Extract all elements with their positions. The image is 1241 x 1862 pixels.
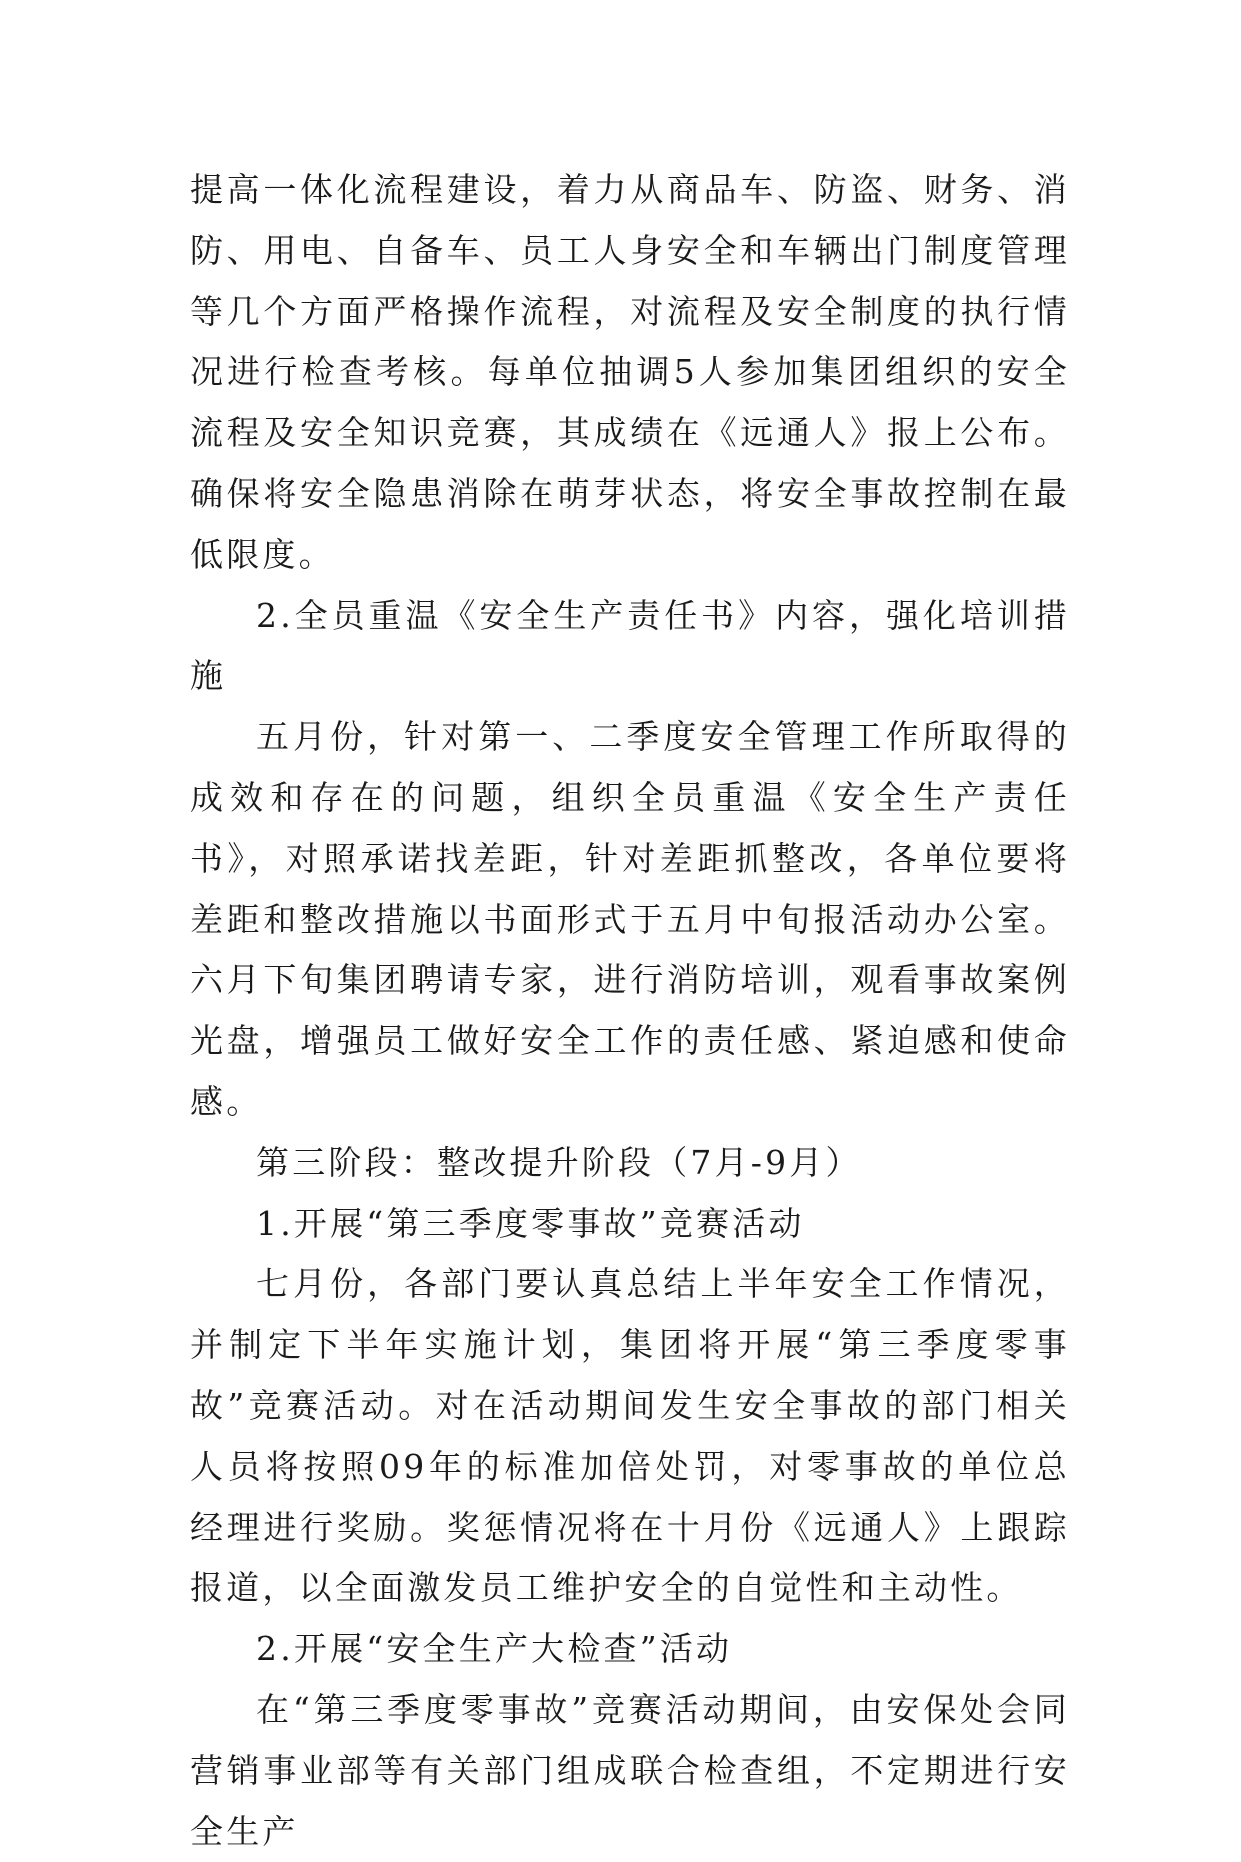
heading-responsibility-review: 2.全员重温《安全生产责任书》内容，强化培训措施 [190,595,1070,696]
heading-safety-inspection: 2.开展“安全生产大检查”活动 [256,1629,733,1669]
document-body [190,160,1070,1862]
heading-stage-three: 第三阶段：整改提升阶段（7月-9月） [256,1142,862,1182]
paragraph-july-summary: 七月份，各部门要认真总结上半年安全工作情况，并制定下半年实施计划，集团将开展“第三季度零事故”竞赛活动。对在活动期间发生安全事故的部门相关人员将按照09年的标准加倍处罚，对零事故的单位总经理进行奖励。奖惩情况将在十月份《远通人》上跟踪报道，以全面激发员工维护安全的自觉性和主动性。 [190,1264,1070,1608]
heading-zero-accident-contest: 1.开展“第三季度零事故”竞赛活动 [256,1203,805,1243]
paragraph-joint-inspection: 在“第三季度零事故”竞赛活动期间，由安保处会同营销事业部等有关部门组成联合检查组，不定期进行安全生产 [190,1689,1070,1851]
paragraph-safety-process: 提高一体化流程建设，着力从商品车、防盗、财务、消防、用电、自备车、员工人身安全和车辆出门制度管理等几个方面严格操作流程，对流程及安全制度的执行情况进行检查考核。每单位抽调5人参加集团组织的安全流程及安全知识竞赛，其成绩在《远通人》报上公布。确保将安全隐患消除在萌芽状态，将安全事故控制在最低限度。 [190,170,1070,574]
paragraph-may-review: 五月份，针对第一、二季度安全管理工作所取得的成效和存在的问题，组织全员重温《安全生产责任书》，对照承诺找差距，针对差距抓整改，各单位要将差距和整改措施以书面形式于五月中旬报活动办公室。六月下旬集团聘请专家，进行消防培训，观看事故案例光盘，增强员工做好安全工作的责任感、紧迫感和使命感。 [190,717,1070,1121]
